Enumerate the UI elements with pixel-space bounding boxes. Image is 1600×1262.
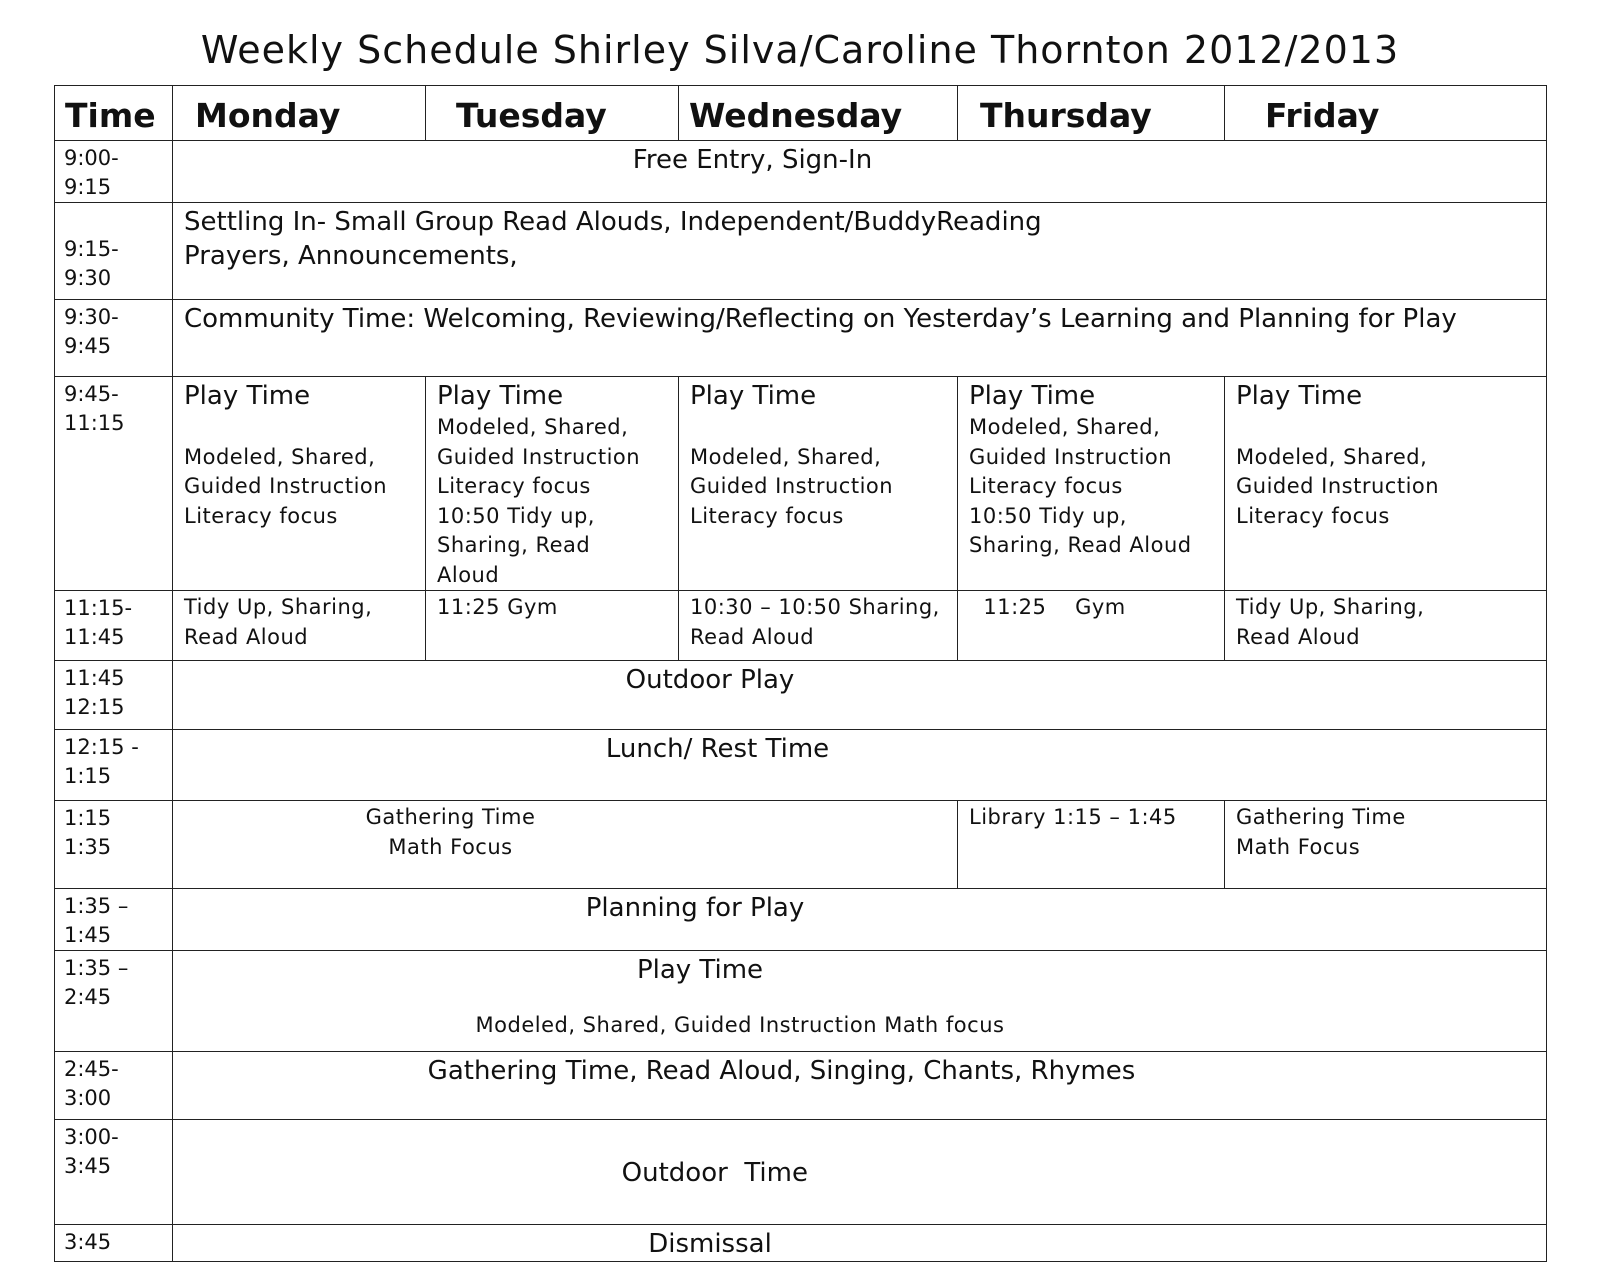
header-time: Time bbox=[55, 86, 173, 141]
activity-cell bbox=[173, 889, 1547, 951]
play-time-label: Play Time bbox=[690, 381, 817, 411]
wednesday-cell: 10:30 – 10:50 Sharing, Read Aloud bbox=[679, 591, 958, 661]
table-row bbox=[55, 661, 1547, 730]
time-cell: 9:45- 11:15 bbox=[55, 377, 173, 591]
activity-details: Modeled, Shared, Guided Instruction Literacy focus bbox=[1236, 444, 1440, 528]
header-tuesday: Tuesday bbox=[426, 86, 679, 141]
play-time-label: Play Time bbox=[1236, 381, 1363, 411]
time-cell: 2:45- 3:00 bbox=[55, 1052, 173, 1120]
activity-label: Play Time bbox=[636, 955, 764, 985]
table-row bbox=[55, 1120, 1547, 1225]
activity-cell bbox=[173, 661, 1547, 730]
schedule-table bbox=[54, 85, 1547, 1262]
thursday-cell bbox=[958, 377, 1225, 591]
play-time-label: Play Time bbox=[969, 381, 1096, 411]
time-cell: 9:15- 9:30 bbox=[55, 203, 173, 300]
friday-cell: Tidy Up, Sharing, Read Aloud bbox=[1225, 591, 1547, 661]
table-row bbox=[55, 1052, 1547, 1120]
time-cell: 11:15- 11:45 bbox=[55, 591, 173, 661]
table-row bbox=[55, 951, 1547, 1052]
gathering-time-cell: Gathering Time Math Focus bbox=[173, 801, 958, 889]
time-cell: 1:15 1:35 bbox=[55, 801, 173, 889]
table-row bbox=[55, 203, 1547, 300]
activity-label: Outdoor Play bbox=[625, 665, 795, 695]
activity-label: Planning for Play bbox=[585, 893, 805, 923]
table-row bbox=[55, 801, 1547, 889]
friday-cell bbox=[1225, 377, 1547, 591]
friday-cell: Gathering Time Math Focus bbox=[1225, 801, 1547, 889]
table-row bbox=[55, 141, 1547, 203]
activity-cell: Settling In- Small Group Read Alouds, Independent/BuddyReading Prayers, Announcements, bbox=[173, 203, 1547, 300]
tuesday-cell: 11:25 Gym bbox=[426, 591, 679, 661]
table-row bbox=[55, 591, 1547, 661]
time-cell: 9:00- 9:15 bbox=[55, 141, 173, 203]
activity-cell bbox=[173, 730, 1547, 801]
activity-cell: Community Time: Welcoming, Reviewing/Reflecting on Yesterday’s Learning and Planning for Play bbox=[173, 300, 1547, 377]
table-row bbox=[55, 377, 1547, 591]
header-wednesday: Wednesday bbox=[679, 86, 958, 141]
monday-cell: Tidy Up, Sharing, Read Aloud bbox=[173, 591, 426, 661]
activity-cell bbox=[173, 951, 1547, 1052]
activity-details: Modeled, Shared, Guided Instruction Literacy focus bbox=[184, 444, 388, 528]
table-row bbox=[55, 730, 1547, 801]
activity-details: Modeled, Shared, Guided Instruction Literacy focus 10:50 Tidy up, Sharing, Read Aloud bbox=[437, 415, 641, 587]
time-cell: 9:30- 9:45 bbox=[55, 300, 173, 377]
activity-label: Gathering Time, Read Aloud, Singing, Chants, Rhymes bbox=[427, 1056, 1136, 1086]
header-monday: Monday bbox=[173, 86, 426, 141]
header-friday: Friday bbox=[1225, 86, 1547, 141]
time-cell: 12:15 - 1:15 bbox=[55, 730, 173, 801]
activity-cell bbox=[173, 1225, 1547, 1262]
time-cell: 1:35 – 2:45 bbox=[55, 951, 173, 1052]
activity-label: Free Entry, Sign-In bbox=[632, 145, 873, 175]
header-thursday: Thursday bbox=[958, 86, 1225, 141]
activity-details: Modeled, Shared, Guided Instruction Literacy focus 10:50 Tidy up, Sharing, Read Aloud bbox=[969, 415, 1192, 557]
wednesday-cell bbox=[679, 377, 958, 591]
table-row bbox=[55, 889, 1547, 951]
table-row bbox=[55, 1225, 1547, 1262]
activity-cell bbox=[173, 1120, 1547, 1225]
play-time-label: Play Time bbox=[437, 381, 564, 411]
thursday-cell: Library 1:15 – 1:45 bbox=[958, 801, 1225, 889]
activity-cell bbox=[173, 1052, 1547, 1120]
header-row bbox=[55, 86, 1547, 141]
time-cell: 3:00- 3:45 bbox=[55, 1120, 173, 1225]
time-cell: 3:45 bbox=[55, 1225, 173, 1262]
activity-details: Modeled, Shared, Guided Instruction Literacy focus bbox=[690, 444, 894, 528]
tuesday-cell bbox=[426, 377, 679, 591]
activity-label: Lunch/ Rest Time bbox=[605, 734, 830, 764]
play-time-label: Play Time bbox=[184, 381, 311, 411]
activity-label: Outdoor Time bbox=[621, 1158, 808, 1188]
table-row bbox=[55, 300, 1547, 377]
page-title: Weekly Schedule Shirley Silva/Caroline Thornton 2012/2013 bbox=[200, 28, 1400, 72]
monday-cell bbox=[173, 377, 426, 591]
time-cell: 11:45 12:15 bbox=[55, 661, 173, 730]
thursday-cell: 11:25 Gym bbox=[958, 591, 1225, 661]
time-cell: 1:35 – 1:45 bbox=[55, 889, 173, 951]
activity-label: Dismissal bbox=[648, 1229, 772, 1259]
activity-cell bbox=[173, 141, 1547, 203]
activity-subtext: Modeled, Shared, Guided Instruction Math focus bbox=[475, 1013, 1005, 1037]
